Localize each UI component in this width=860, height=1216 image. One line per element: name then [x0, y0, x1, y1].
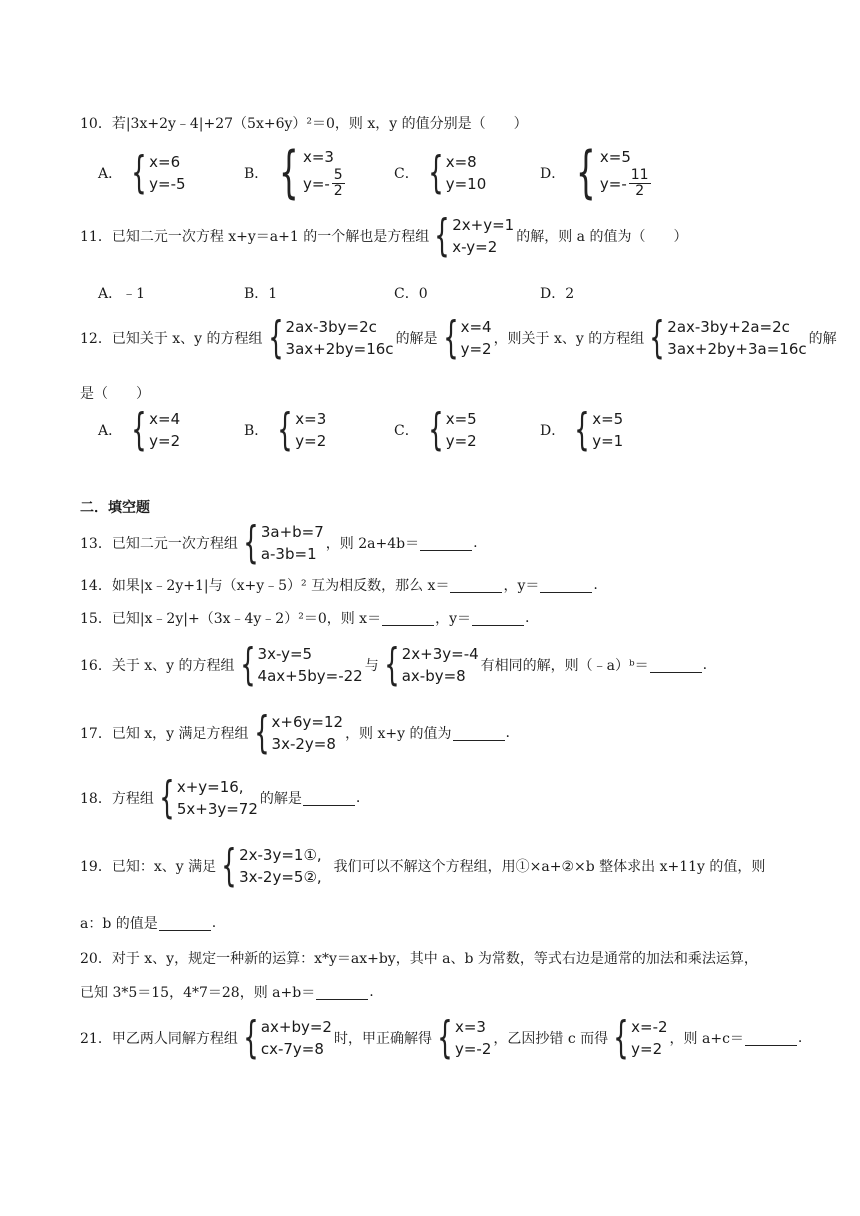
question-20-line1: 20．对于 x、y，规定一种新的运算：x*y＝ax+by，其中 a、b 为常数，等式右边是通常的加法和乘法运算，: [80, 951, 758, 967]
question-14: 14．如果|x﹣2y+1|与（x+y﹣5）² 互为相反数，那么 x＝ ，y＝ .: [80, 577, 598, 594]
answer-blank-y[interactable]: [472, 611, 524, 626]
question-12-line2: 是（ ）: [80, 386, 150, 402]
option-d[interactable]: D． { x=5 y=1: [540, 404, 624, 455]
question-17: 17．已知 x，y 满足方程组 { x+6y=12 3x-2y=8 ，则 x+y 的值为 .: [80, 707, 510, 758]
option-a[interactable]: A． { x=6 y=-5: [98, 146, 186, 198]
option-c[interactable]: C． { x=5 y=2: [394, 404, 477, 455]
option-c[interactable]: C． { x=8 y=10: [394, 146, 487, 198]
question-11-stem: 11．已知二元一次方程 x+y＝a+1 的一个解也是方程组 { 2x+y=1 x-y=2 的解，则 a 的值为（ ）: [80, 210, 688, 261]
option-c[interactable]: C．0: [394, 286, 428, 302]
answer-blank[interactable]: [159, 916, 211, 931]
question-12-options: [98, 404, 625, 455]
option-a[interactable]: A． { x=4 y=2: [98, 404, 181, 455]
question-10-options: [98, 139, 653, 205]
option-b[interactable]: B． { x=3 y=2: [244, 404, 327, 455]
answer-blank-x[interactable]: [382, 611, 434, 626]
option-d[interactable]: D． { x=5 y=- $\frac{11}{2}$: [540, 139, 649, 205]
answer-blank[interactable]: [745, 1031, 797, 1046]
question-20-line2: 已知 3*5＝15，4*7＝28，则 a+b＝ .: [80, 984, 374, 1001]
section-heading-fill-in: 二．填空题: [80, 500, 150, 516]
answer-blank[interactable]: [453, 726, 505, 741]
option-d[interactable]: D．2: [540, 286, 575, 302]
question-15: 15．已知|x﹣2y|+（3x﹣4y﹣2）²＝0，则 x＝ ，y＝ .: [80, 610, 530, 627]
answer-blank[interactable]: [316, 985, 368, 1000]
option-a[interactable]: A．﹣1: [98, 286, 146, 302]
question-19: 19．已知：x、y 满足 { 2x-3y=1①, 3x-2y=5②, 我们可以不解这个方程组，用①×a+②×b 整体求出 x+11y 的值，则: [80, 840, 766, 891]
option-b[interactable]: B． { x=3 y=- $\frac{5}{2}$: [244, 139, 343, 205]
answer-blank[interactable]: [420, 536, 472, 551]
question-21: 21．甲乙两人同解方程组 { ax+by=2 cx-7y=8 时，甲正确解得 { x=3 y=-2 ，乙因抄错 c 而得 { x=-2 y=2 ，则 a+c＝ .: [80, 1012, 803, 1063]
answer-blank-y[interactable]: [540, 578, 592, 593]
question-10-stem: 10．若|3x+2y﹣4|+27（5x+6y）²＝0，则 x，y 的值分别是（ ）: [80, 116, 528, 132]
question-12-stem: 12．已知关于 x、y 的方程组 { 2ax-3by=2c 3ax+2by=16c 的解是 { x=4 y=2 ，则关于 x、y 的方程组 { 2ax-3by+2a=2c 3ax+2by+3a=16c 的解: [80, 312, 837, 363]
question-16: 16．关于 x、y 的方程组 { 3x-y=5 4ax+5by=-22 与 { 2x+3y=-4 ax-by=8 有相同的解，则（﹣a）ᵇ＝ .: [80, 639, 708, 690]
question-11-options: [98, 283, 574, 303]
answer-blank[interactable]: [303, 791, 355, 806]
question-18: 18．方程组 { x+y=16, 5x+3y=72 的解是 .: [80, 772, 361, 823]
question-19-line2: a：b 的值是 .: [80, 915, 217, 932]
answer-blank[interactable]: [650, 658, 702, 673]
question-13: 13．已知二元一次方程组 { 3a+b=7 a-3b=1 ，则 2a+4b＝ .: [80, 517, 478, 568]
answer-blank-x[interactable]: [450, 578, 502, 593]
option-b[interactable]: B．1: [244, 286, 278, 302]
